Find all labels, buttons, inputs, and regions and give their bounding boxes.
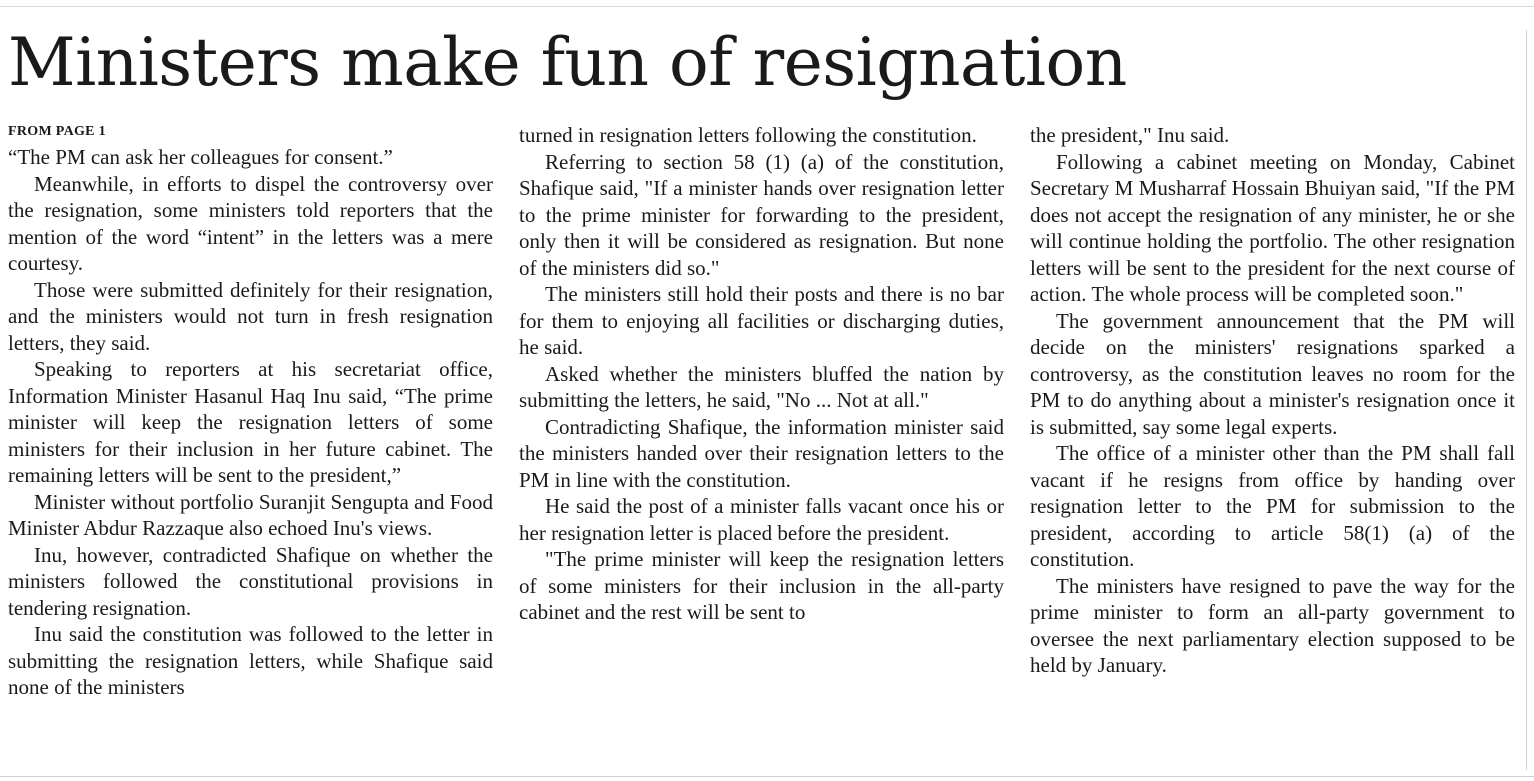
- column-rule: [1526, 30, 1527, 770]
- paragraph: Meanwhile, in efforts to dispel the controversy over the resignation, some ministers told reporters that the mention of the word “intent” in the letters was a mere courtesy.: [8, 171, 493, 275]
- jump-line: FROM PAGE 1: [8, 124, 106, 139]
- paragraph: Contradicting Shafique, the information minister said the ministers handed over their resignation letters to the PM in line with the constitution.: [519, 414, 1004, 492]
- top-rule: [0, 6, 1534, 7]
- paragraph: The office of a minister other than the PM shall fall vacant if he resigns from office by handing over resignation letter to the PM for submission to the president, according to article 58(1) (a) of the constitution.: [1030, 441, 1515, 571]
- paragraph: Inu said the constitution was followed to the letter in submitting the resignation letters, while Shafique said none of the ministers: [8, 622, 493, 699]
- paragraph: “The PM can ask her colleagues for consent.”: [8, 145, 393, 169]
- paragraph: The ministers have resigned to pave the way for the prime minister to form an all-party government to oversee the next parliamentary election supposed to be held by January.: [1030, 573, 1515, 677]
- article-column-2: [519, 122, 1004, 626]
- paragraph: The government announcement that the PM will decide on the ministers' resignations sparked a controversy, as the constitution leaves no room for the PM to do anything about a minister's resignation once it is submitted, say some legal experts.: [1030, 308, 1515, 439]
- paragraph: "The prime minister will keep the resignation letters of some ministers for their inclusion in the all-party cabinet and the rest will be sent to: [519, 547, 1004, 624]
- paragraph: Speaking to reporters at his secretariat office, Information Minister Hasanul Haq Inu said, “The prime minister will keep the resignation letters of some ministers for their inclusion in her future cabinet. The remaining letters will be sent to the president,”: [8, 357, 493, 487]
- article-column-3: [1030, 122, 1515, 679]
- paragraph: Those were submitted definitely for their resignation, and the ministers would not turn in fresh resignation letters, they said.: [8, 277, 493, 355]
- paragraph: Referring to section 58 (1) (a) of the constitution, Shafique said, "If a minister hands over resignation letter to the prime minister for forwarding to the president, only then it will be considered as resignation. But none of the ministers did so.": [519, 149, 1004, 280]
- paragraph: the president," Inu said.: [1030, 123, 1230, 147]
- paragraph: Inu, however, contradicted Shafique on whether the ministers followed the constitutional provisions in tendering resignation.: [8, 542, 493, 620]
- bottom-rule: [0, 776, 1534, 777]
- paragraph: turned in resignation letters following the constitution.: [519, 123, 977, 147]
- paragraph: The ministers still hold their posts and there is no bar for them to enjoying all facilities or discharging duties, he said.: [519, 282, 1004, 359]
- paragraph: Following a cabinet meeting on Monday, Cabinet Secretary M Musharraf Hossain Bhuiyan said, "If the PM does not accept the resignation of any minister, he or she will continue holding the portfolio. The other resignation letters will be sent to the president for the next course of action. The whole process will be completed soon.": [1030, 149, 1515, 306]
- article-column-1: [8, 122, 493, 701]
- article-headline: Ministers make fun of resignation: [8, 24, 1127, 101]
- paragraph: Minister without portfolio Suranjit Sengupta and Food Minister Abdur Razzaque also echoed Inu's views.: [8, 489, 493, 540]
- paragraph: He said the post of a minister falls vacant once his or her resignation letter is placed before the president.: [519, 494, 1004, 545]
- paragraph: Asked whether the ministers bluffed the nation by submitting the letters, he said, "No ... Not at all.": [519, 361, 1004, 412]
